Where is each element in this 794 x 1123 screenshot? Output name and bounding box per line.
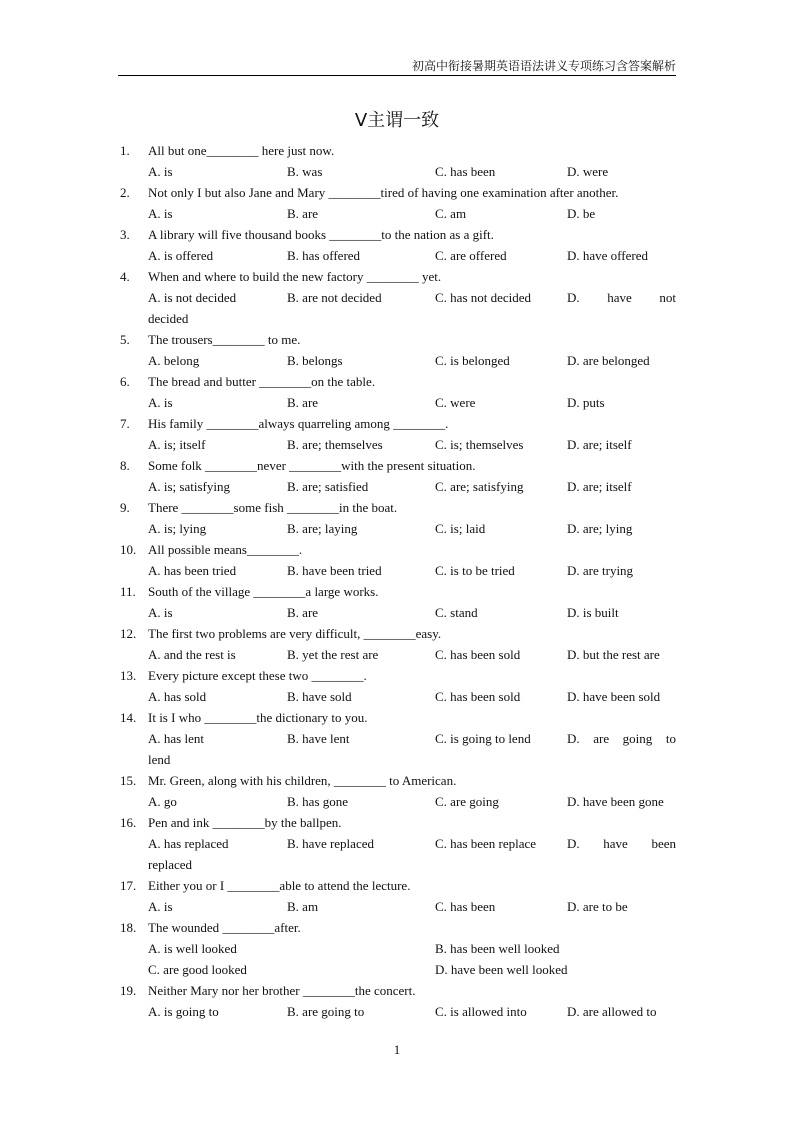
question-line — [120, 350, 676, 371]
option-d: D. are to be — [567, 899, 628, 914]
question-number: 1. — [120, 143, 130, 158]
question-line — [120, 308, 676, 329]
option-b: B. was — [287, 164, 323, 179]
page-number: 1 — [393, 1042, 401, 1057]
option-c: C. are going — [435, 794, 499, 809]
option-b: B. have lent — [287, 731, 350, 746]
option-c: C. is; laid — [435, 521, 486, 536]
option-d-word: are — [593, 731, 610, 746]
question-stem: The wounded ________after. — [148, 920, 301, 935]
question-number: 11. — [120, 584, 136, 599]
question-line — [120, 266, 676, 287]
question-line — [120, 875, 676, 896]
question-item — [120, 917, 676, 980]
question-item — [120, 455, 676, 497]
question-stem: Not only I but also Jane and Mary ________tired of having one examination after another. — [148, 185, 619, 200]
option-d-word: to — [665, 731, 676, 746]
option-b: B. are not decided — [287, 290, 382, 305]
question-number: 17. — [120, 878, 137, 893]
option-d-continuation: decided — [148, 311, 189, 326]
question-line — [120, 959, 676, 980]
option-d-continuation: lend — [148, 752, 171, 767]
question-item — [120, 413, 676, 455]
option-b: B. belongs — [287, 353, 343, 368]
question-line — [120, 140, 676, 161]
question-line — [120, 896, 676, 917]
question-line — [120, 224, 676, 245]
question-line — [120, 371, 676, 392]
question-number: 14. — [120, 710, 137, 725]
question-line — [120, 329, 676, 350]
question-stem: All possible means________. — [148, 542, 303, 557]
option-a: A. is going to — [148, 1004, 219, 1019]
option-c: C. has been replace — [435, 836, 537, 851]
option-d: D. are allowed to — [567, 1004, 657, 1019]
question-line — [120, 980, 676, 1001]
option-b: B. are — [287, 605, 319, 620]
page-title: V主谓一致 — [354, 110, 440, 131]
option-a: A. is — [148, 605, 173, 620]
option-d — [567, 728, 676, 749]
option-d: D. is built — [567, 605, 619, 620]
question-line — [120, 665, 676, 686]
question-stem: His family ________always quarreling among ________. — [148, 416, 449, 431]
question-item — [120, 266, 676, 329]
question-number: 9. — [120, 500, 130, 515]
option-c: C. is allowed into — [435, 1004, 527, 1019]
question-line — [120, 1001, 676, 1022]
question-line — [120, 770, 676, 791]
option-b: B. are; themselves — [287, 437, 383, 452]
question-line — [120, 833, 676, 854]
question-number: 16. — [120, 815, 137, 830]
option-b: B. has gone — [287, 794, 349, 809]
question-item — [120, 770, 676, 812]
option-d: D. are; itself — [567, 479, 632, 494]
option-a: A. has replaced — [148, 836, 229, 851]
question-number: 2. — [120, 185, 130, 200]
question-item — [120, 497, 676, 539]
question-list — [120, 140, 676, 1022]
question-line — [120, 728, 676, 749]
question-line — [120, 917, 676, 938]
option-d-word: D. — [567, 290, 580, 305]
question-stem: A library will five thousand books ________to the nation as a gift. — [148, 227, 494, 242]
option-a: A. and the rest is — [148, 647, 236, 662]
option-a: A. is — [148, 395, 173, 410]
option-c: C. am — [435, 206, 467, 221]
question-number: 10. — [120, 542, 137, 557]
option-b: B. are — [287, 395, 319, 410]
question-number: 3. — [120, 227, 130, 242]
option-b: B. are; satisfied — [287, 479, 369, 494]
option-d — [567, 833, 676, 854]
option-d-word: D. — [567, 836, 580, 851]
option-d: D. puts — [567, 395, 605, 410]
question-line — [120, 854, 676, 875]
question-line — [120, 539, 676, 560]
option-d: D. are; itself — [567, 437, 632, 452]
question-number: 5. — [120, 332, 130, 347]
question-stem: Every picture except these two ________. — [148, 668, 367, 683]
question-line — [120, 455, 676, 476]
option-a: A. is not decided — [148, 290, 237, 305]
option-d-word: have — [607, 290, 632, 305]
option-a: A. is well looked — [148, 941, 237, 956]
running-header-text: 初高中衔接暑期英语语法讲义专项练习含答案解析 — [411, 59, 676, 73]
option-a: A. is — [148, 164, 173, 179]
question-line — [120, 560, 676, 581]
question-line — [120, 434, 676, 455]
option-b: B. are; laying — [287, 521, 358, 536]
question-number: 7. — [120, 416, 130, 431]
question-stem: When and where to build the new factory ________ yet. — [148, 269, 442, 284]
option-a: A. is — [148, 899, 173, 914]
question-line — [120, 245, 676, 266]
option-b: B. are going to — [287, 1004, 365, 1019]
option-c: C. are offered — [435, 248, 507, 263]
option-a: A. has sold — [148, 689, 207, 704]
question-number: 15. — [120, 773, 137, 788]
question-stem: Pen and ink ________by the ballpen. — [148, 815, 342, 830]
option-d: D. have been gone — [567, 794, 664, 809]
option-d — [567, 287, 676, 308]
question-item — [120, 224, 676, 266]
question-line — [120, 686, 676, 707]
option-d: D. have been sold — [567, 689, 661, 704]
question-line — [120, 644, 676, 665]
question-stem: It is I who ________the dictionary to you. — [148, 710, 368, 725]
option-a: A. has been tried — [148, 563, 237, 578]
option-a: A. is; lying — [148, 521, 207, 536]
option-d: D. but the rest are — [567, 647, 660, 662]
question-line — [120, 749, 676, 770]
question-stem: Either you or I ________able to attend the lecture. — [148, 878, 411, 893]
option-d-word: going — [622, 731, 653, 746]
option-a: A. is; satisfying — [148, 479, 230, 494]
question-line — [120, 476, 676, 497]
question-item — [120, 707, 676, 770]
question-line — [120, 812, 676, 833]
option-d: D. are belonged — [567, 353, 650, 368]
question-line — [120, 938, 676, 959]
option-d: D. be — [567, 206, 596, 221]
question-stem: South of the village ________a large works. — [148, 584, 379, 599]
question-item — [120, 980, 676, 1022]
option-a: A. is — [148, 206, 173, 221]
option-b: B. has been well looked — [435, 941, 560, 956]
question-line — [120, 497, 676, 518]
option-a: A. is offered — [148, 248, 214, 263]
question-line — [120, 623, 676, 644]
option-c: C. is to be tried — [435, 563, 515, 578]
question-item — [120, 623, 676, 665]
option-a: A. go — [148, 794, 177, 809]
question-item — [120, 329, 676, 371]
question-item — [120, 371, 676, 413]
question-number: 12. — [120, 626, 137, 641]
question-line — [120, 602, 676, 623]
question-number: 19. — [120, 983, 137, 998]
option-b: B. has offered — [287, 248, 361, 263]
question-stem: Neither Mary nor her brother ________the concert. — [148, 983, 416, 998]
question-item — [120, 539, 676, 581]
option-c: C. has not decided — [435, 290, 532, 305]
option-d: D. have been well looked — [435, 962, 568, 977]
running-header — [118, 57, 676, 76]
option-b: B. yet the rest are — [287, 647, 379, 662]
option-c: C. has been — [435, 899, 496, 914]
question-line — [120, 518, 676, 539]
question-number: 6. — [120, 374, 130, 389]
question-line — [120, 287, 676, 308]
option-c: C. has been — [435, 164, 496, 179]
question-line — [120, 203, 676, 224]
question-stem: The bread and butter ________on the table. — [148, 374, 376, 389]
option-d-word: D. — [567, 731, 580, 746]
option-c: C. is belonged — [435, 353, 510, 368]
option-c: C. is; themselves — [435, 437, 524, 452]
question-line — [120, 161, 676, 182]
question-line — [120, 182, 676, 203]
option-d-continuation: replaced — [148, 857, 193, 872]
question-number: 8. — [120, 458, 130, 473]
question-number: 18. — [120, 920, 137, 935]
option-a: A. is; itself — [148, 437, 206, 452]
option-d-word: been — [651, 836, 676, 851]
option-b: B. am — [287, 899, 319, 914]
question-line — [120, 707, 676, 728]
option-c: C. are; satisfying — [435, 479, 524, 494]
option-a: A. has lent — [148, 731, 204, 746]
question-stem: The trousers________ to me. — [148, 332, 301, 347]
question-item — [120, 140, 676, 182]
question-line — [120, 413, 676, 434]
question-line — [120, 392, 676, 413]
question-line — [120, 791, 676, 812]
question-item — [120, 875, 676, 917]
question-stem: Mr. Green, along with his children, ________ to American. — [148, 773, 457, 788]
question-item — [120, 665, 676, 707]
question-stem: All but one________ here just now. — [148, 143, 335, 158]
option-d: D. were — [567, 164, 609, 179]
option-b: B. have replaced — [287, 836, 374, 851]
option-c: C. are good looked — [148, 962, 247, 977]
option-a: A. belong — [148, 353, 200, 368]
option-d-word: have — [603, 836, 628, 851]
option-c: C. has been sold — [435, 689, 521, 704]
question-stem: The first two problems are very difficult, ________easy. — [148, 626, 442, 641]
question-number: 4. — [120, 269, 130, 284]
question-item — [120, 581, 676, 623]
option-b: B. have sold — [287, 689, 352, 704]
question-number: 13. — [120, 668, 137, 683]
option-c: C. is going to lend — [435, 731, 531, 746]
option-b: B. are — [287, 206, 319, 221]
question-stem: Some folk ________never ________with the present situation. — [148, 458, 476, 473]
question-stem: There ________some fish ________in the boat. — [148, 500, 398, 515]
option-d: D. have offered — [567, 248, 648, 263]
option-b: B. have been tried — [287, 563, 382, 578]
option-d: D. are; lying — [567, 521, 633, 536]
option-d-word: not — [659, 290, 676, 305]
option-c: C. stand — [435, 605, 478, 620]
question-item — [120, 812, 676, 875]
question-line — [120, 581, 676, 602]
question-item — [120, 182, 676, 224]
option-d: D. are trying — [567, 563, 634, 578]
option-c: C. were — [435, 395, 476, 410]
option-c: C. has been sold — [435, 647, 521, 662]
